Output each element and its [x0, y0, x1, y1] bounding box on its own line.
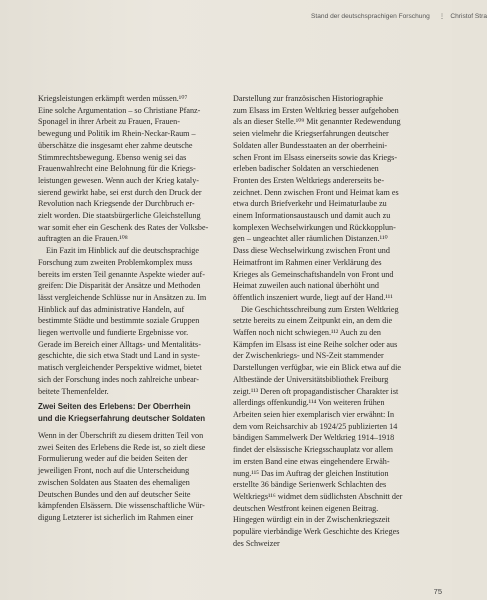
- text-line: Hinblick auf das administrative Handeln, auf: [38, 304, 185, 314]
- running-header: [311, 12, 487, 20]
- text-line: erstellte 36 bändige Serienwerk Schlachten des: [233, 480, 387, 490]
- text-line: schen Front im Elsass einerseits sowie das Kriegs-: [233, 152, 398, 162]
- text-line: zielt worden. Die staatsbürgerliche Gleichstellung: [38, 211, 201, 221]
- text-line: Wenn in der Überschrift zu diesem dritten Teil von: [38, 431, 204, 440]
- text-line: im ersten Band eine etwas eingehendere Erwäh-: [233, 456, 390, 466]
- text-line: Formulierung weder auf die beiden Seiten der: [38, 454, 188, 464]
- header-separator: ⋮: [438, 13, 446, 20]
- text-line: Stimmrechtsbewegung. Ebenso wenig sei das: [38, 152, 187, 162]
- text-line: bestimmte Städte und bestimmte soziale Gruppen: [38, 316, 200, 326]
- text-line: Revolution nach Kriegsende der Durchbruch er-: [38, 199, 195, 209]
- text-line: Frauenwahlrecht eine Belohnung für die Kriegs-: [38, 164, 196, 174]
- text-line: Soldaten aller Bundesstaaten an der oberrheini-: [233, 140, 388, 150]
- text-line: populäre vierbändige Werk Geschichte des Krieges: [233, 527, 400, 537]
- section-heading-line: und die Kriegserfahrung deutscher Soldaten: [38, 413, 206, 423]
- text-line: findet der elsässische Kriegsschauplatz vor allem: [233, 445, 393, 455]
- text-line: bewegung und Politik im Rhein-Neckar-Raum –: [38, 129, 196, 139]
- text-line: Arbeiten seien hier exemplarisch vier erwähnt: In: [233, 409, 395, 419]
- text-line: der Zwischenkriegs- und NS-Zeit stammender: [233, 351, 384, 361]
- section-body: [38, 430, 233, 524]
- text-line: Heimatfront im Rahmen einer Verklärung des: [233, 257, 382, 267]
- text-line: Forschung zum zweiten Problemkomplex muss: [38, 257, 193, 267]
- text-line: sich der Forschung indes noch zahlreiche unbear-: [38, 374, 199, 384]
- section-heading: [38, 401, 233, 424]
- text-line: geschichte, die sich etwa Stadt und Land in syste-: [38, 351, 200, 361]
- text-line: Dass diese Wechselwirkung zwischen Front und: [233, 246, 390, 256]
- text-line: gen – ungeachtet aller räumlichen Distanzen.¹¹⁰: [233, 234, 388, 244]
- text-line: sierend gewirkt habe, sei erst durch den Druck der: [38, 187, 202, 197]
- text-line: überschätze die insgesamt eher zahme deutsche: [38, 140, 193, 150]
- text-line: etwa durch Briefverkehr und Heimaturlaube zu: [233, 199, 387, 209]
- text-line: Fronten des Ersten Weltkriegs andererseits be-: [233, 175, 385, 185]
- text-line: Die Geschichtsschreibung zum Ersten Weltkrieg: [241, 304, 399, 314]
- running-title: Stand der deutschsprachigen Forschung: [311, 13, 430, 20]
- text-line: Darstellung zur französischen Historiographie: [233, 94, 384, 103]
- text-line: Altbestände der Universitätsbibliothek Freiburg: [233, 374, 389, 384]
- text-line: war somit eher ein Geschenk des Rates der Volksbe-: [38, 222, 209, 232]
- page-number: 75: [433, 587, 442, 596]
- text-line: Kämpfen im Elsass ist eine Reihe solcher oder aus: [233, 339, 398, 349]
- text-line: Krieges als Gemeinschaftshandeln von Front und: [233, 269, 394, 279]
- text-line: Weltkriegs¹¹⁶ widmet dem südlichsten Abschnitt der: [233, 491, 403, 501]
- text-line: zum Elsass im Ersten Weltkrieg besser aufgehoben: [233, 105, 399, 115]
- text-line: digung Letzterer ist sicherlich im Rahmen einer: [38, 512, 194, 522]
- text-line: Ein Fazit im Hinblick auf die deutschsprachige: [46, 246, 199, 256]
- right-column: [233, 93, 428, 549]
- text-line: lässt vergleichende Schlüsse nur in Ansätzen zu. Im: [38, 292, 207, 302]
- text-line: matisch vergleichender Perspektive widmet, bietet: [38, 363, 202, 373]
- text-line: dem vom Reichsarchiv ab 1924/25 publizierten 14: [233, 421, 398, 431]
- text-line: deutschen Westfront keinen eigenen Beitrag.: [233, 503, 379, 513]
- text-line: leistungen gewesen. Wenn auch der Krieg kataly-: [38, 175, 199, 185]
- text-line: auftragten an die Frauen.¹⁰⁸: [38, 234, 128, 244]
- text-line: zwei Seiten des Erlebens die Rede ist, so zielt diese: [38, 442, 206, 452]
- text-line: einem Informationsaustausch und damit auch zu: [233, 211, 391, 221]
- text-line: Kriegsleistungen erkämpft werden müssen.¹⁰⁷: [38, 94, 188, 103]
- text-line: öffentlich inszeniert wurde, liegt auf der Hand.¹¹¹: [233, 292, 393, 302]
- text-line: des Schweizer: [233, 538, 280, 548]
- text-line: Eine solche Argumentation – so Christiane Pfanz-: [38, 105, 201, 115]
- text-line: nung.¹¹⁵ Das im Auftrag der gleichen Institution: [233, 468, 389, 478]
- text-line: Waffen noch nicht schwiegen.¹¹² Auch zu den: [233, 328, 381, 338]
- text-line: allerdings offenkundig.¹¹⁴ Von weiteren frühen: [233, 398, 385, 408]
- text-line: jeweiligen Front, noch auf die Unterscheidung: [38, 466, 190, 476]
- text-line: Darstellungen verfügbar, wie ein Blick etwa auf die: [233, 363, 401, 373]
- section-heading-line: Zwei Seiten des Erlebens: Der Oberrhein: [38, 402, 191, 411]
- text-line: Deutschen Bundes und den auf deutscher Seite: [38, 489, 191, 499]
- text-line: seien vielmehr die Kriegserfahrungen deutscher: [233, 129, 389, 139]
- text-line: bereits im ersten Teil genannte Aspekte wieder auf-: [38, 269, 205, 279]
- text-line: greifen: Die Disparität der Ansätze und Methoden: [38, 281, 201, 291]
- text-line: zeigt.¹¹³ Deren oft propagandistischer Charakter ist: [233, 386, 399, 396]
- text-line: zwischen Soldaten aus Staaten des ehemaligen: [38, 477, 190, 487]
- text-line: Gerade im Bereich einer Alltags- und Mentalitäts-: [38, 339, 201, 349]
- text-line: erleben badischer Soldaten an verschiedenen: [233, 164, 379, 174]
- text-line: beitete Themenfelder.: [38, 386, 109, 396]
- left-column: [38, 93, 233, 397]
- running-author: Christof Stra: [450, 13, 487, 20]
- text-line: Hingegen würdigt ein in der Zwischenkriegszeit: [233, 515, 390, 525]
- text-line: Heimat zuweilen auch national überhöht und: [233, 281, 379, 291]
- text-line: zeichnet. Denn zwischen Front und Heimat kam es: [233, 187, 399, 197]
- text-line: als an dieser Stelle.¹⁰⁹ Mit genannter Redewendung: [233, 117, 401, 127]
- text-line: bändigen Sammelwerk Der Weltkrieg 1914–1918: [233, 433, 395, 443]
- text-line: komplexen Wechselwirkungen und Rückkopplun-: [233, 222, 396, 232]
- text-line: liegen wertvolle und fundierte Ergebnisse vor.: [38, 328, 189, 338]
- text-line: setzte bereits zu einem Zeitpunkt ein, an dem die: [233, 316, 393, 326]
- text-line: kämpfenden Elsässern. Die wissenschaftliche Wür-: [38, 501, 205, 511]
- text-line: Sponagel in ihrer Arbeit zu Frauen, Frauen-: [38, 117, 180, 127]
